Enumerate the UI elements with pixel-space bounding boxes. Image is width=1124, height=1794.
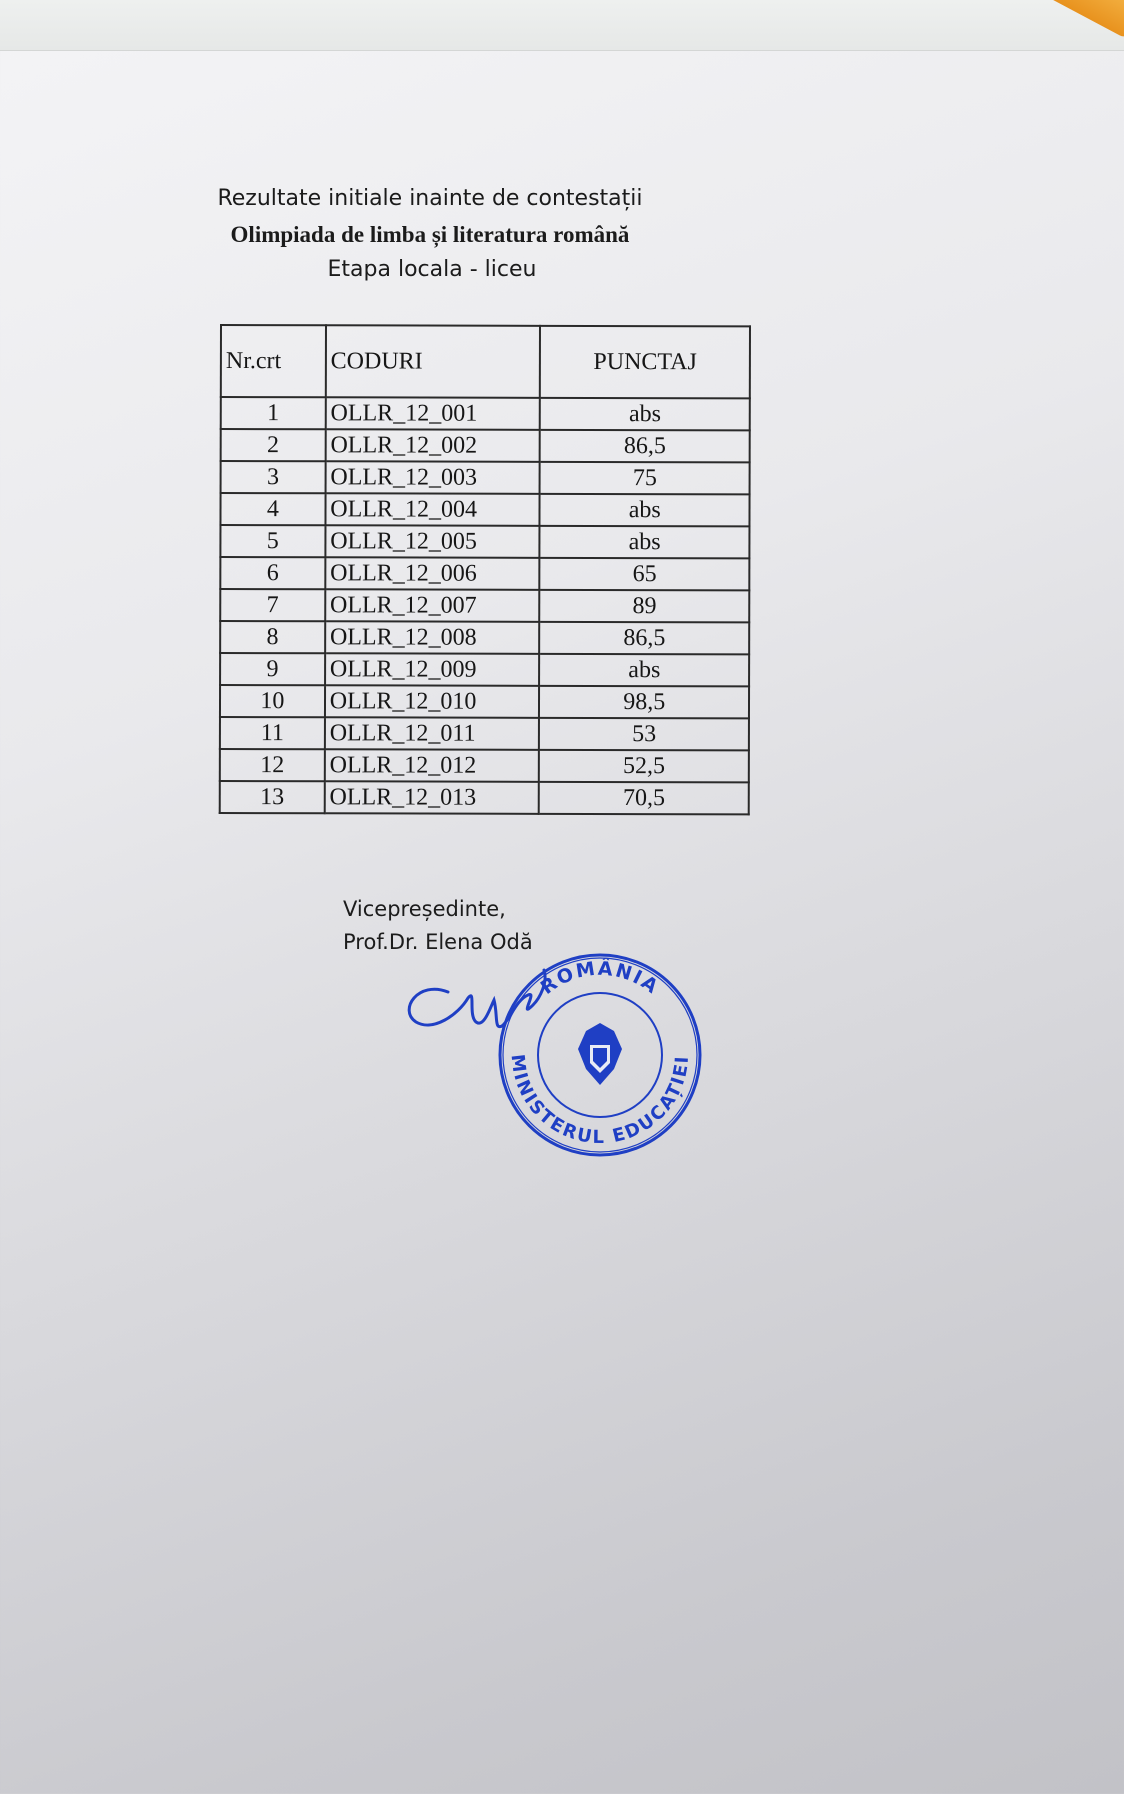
row-number: 7 [220, 589, 325, 621]
row-code: OLLR_12_010 [325, 685, 540, 718]
row-code: OLLR_12_001 [326, 397, 541, 430]
row-number: 11 [220, 717, 325, 749]
row-number: 1 [221, 397, 326, 429]
row-number: 8 [220, 621, 325, 653]
stage-label: Etapa locala - liceu [327, 257, 537, 282]
table-row [220, 557, 749, 590]
row-number: 4 [220, 493, 325, 525]
row-number: 6 [220, 557, 325, 589]
row-score: abs [540, 398, 750, 431]
row-code: OLLR_12_011 [325, 717, 540, 750]
table-row [221, 461, 750, 494]
table-row [220, 781, 749, 814]
row-code: OLLR_12_002 [325, 429, 540, 462]
row-number: 3 [221, 461, 326, 493]
row-score: 52,5 [539, 750, 749, 783]
row-code: OLLR_12_003 [325, 461, 540, 494]
table-header-row [221, 325, 750, 398]
row-score: 53 [539, 718, 749, 751]
table-row [220, 525, 749, 558]
row-score: 86,5 [540, 430, 750, 463]
results-table [219, 324, 751, 815]
row-number: 9 [220, 653, 325, 685]
row-score: 65 [540, 558, 750, 591]
row-score: abs [540, 526, 750, 559]
results-subtitle: Rezultate initiale inainte de contestații [217, 186, 643, 211]
row-score: abs [540, 494, 750, 527]
table-row [221, 429, 750, 462]
table-row [220, 717, 749, 750]
document-sheet [0, 50, 1124, 1794]
olympiad-title: Olimpiada de limba și literatura română [230, 222, 630, 247]
table-row [220, 493, 749, 526]
table-row [220, 589, 749, 622]
table-row [220, 653, 749, 686]
row-code: OLLR_12_009 [325, 653, 540, 686]
column-header-score: PUNCTAJ [540, 326, 750, 399]
table-row [220, 621, 749, 654]
signatory-name: Prof.Dr. Elena Odă [343, 930, 533, 954]
row-code: OLLR_12_013 [325, 781, 540, 814]
row-number: 2 [221, 429, 326, 461]
coat-of-arms-icon [578, 1023, 622, 1085]
signatory-role: Vicepreședinte, [343, 897, 506, 921]
row-code: OLLR_12_012 [325, 749, 540, 782]
row-code: OLLR_12_007 [325, 589, 540, 622]
table-row [221, 397, 750, 430]
row-code: OLLR_12_004 [325, 493, 540, 526]
official-stamp [490, 945, 710, 1165]
row-score: 75 [540, 462, 750, 495]
row-code: OLLR_12_008 [325, 621, 540, 654]
row-score: 70,5 [539, 782, 749, 815]
row-number: 12 [220, 749, 325, 781]
table-row [220, 749, 749, 782]
background-surface [0, 0, 1124, 51]
column-header-nr: Nr.crt [221, 325, 326, 397]
row-code: OLLR_12_006 [325, 557, 540, 590]
row-number: 5 [220, 525, 325, 557]
table-row [220, 685, 749, 718]
stamp-ring-text: MINISTERUL EDUCAȚIEI [506, 1053, 694, 1149]
column-header-codes: CODURI [326, 325, 541, 398]
row-score: 98,5 [539, 686, 749, 719]
row-score: abs [540, 654, 750, 687]
row-score: 86,5 [540, 622, 750, 655]
stamp-top-text: ROMÂNIA [536, 957, 664, 999]
row-code: OLLR_12_005 [325, 525, 540, 558]
row-number: 13 [220, 781, 325, 813]
row-score: 89 [540, 590, 750, 623]
row-number: 10 [220, 685, 325, 717]
